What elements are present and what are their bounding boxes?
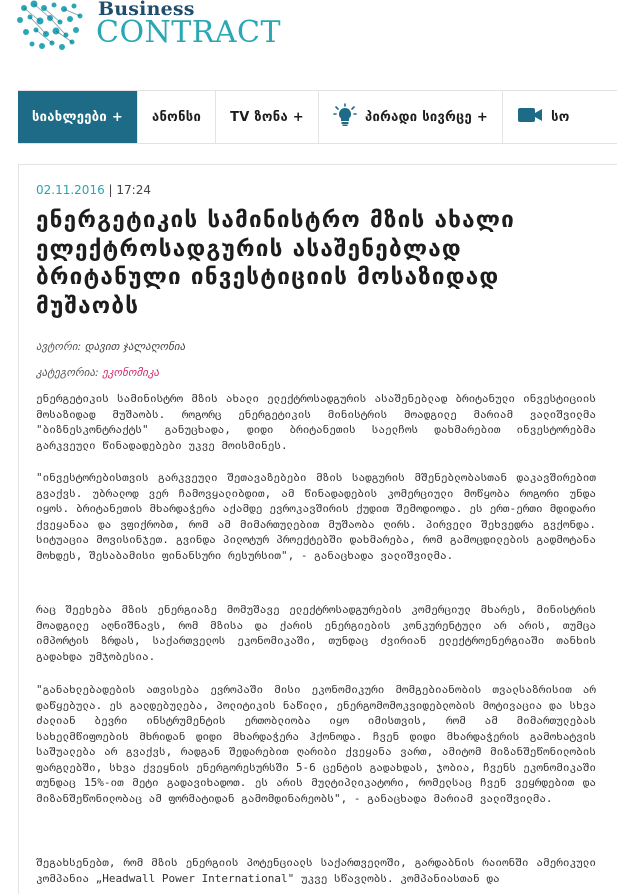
nav-item-label: TV ზონა + bbox=[230, 109, 304, 125]
nav-item-label: ანონსი bbox=[152, 109, 202, 125]
nav-item-label: სო bbox=[551, 109, 570, 125]
article-meta bbox=[36, 183, 151, 197]
article-paragraph: შეგახსენებთ, რომ მზის ენერგიის პოტენციალს საქართველოში, გარდაბნის რაიონში ამერიკული კომპანია „Headwall Power International" უკვე სწავლობს. კომპანიასთან და bbox=[36, 856, 596, 885]
logo-contract-text[interactable]: CONTRACT bbox=[96, 15, 282, 50]
lightbulb-icon bbox=[333, 103, 357, 131]
nav-item-announcements[interactable] bbox=[138, 91, 216, 143]
meta-separator: | bbox=[104, 183, 117, 197]
category-label: კატეგორია: bbox=[36, 366, 103, 379]
logo-business-text[interactable]: Business bbox=[98, 0, 195, 20]
article-paragraph: ენერგეტიკის სამინისტრო მზის ახალი ელექტროსადგურის ასაშენებლად ბრიტანული ინვესტიციის მოსაზიდად მუშაობს. როგორც ენერგეტიკის მინისტრის მოადგილე მარიამ ვალიშვილმა "ბიზნესკონტრაქტს" განუცხადა, დიდი ბრიტანეთის საელჩოს დახმარებით ინვესტორებმა გარკვეული წინადადებები უკვე მოისმინეს. bbox=[36, 392, 596, 452]
nav-item-personal-space[interactable] bbox=[319, 91, 503, 143]
article-category bbox=[36, 366, 159, 379]
author-label: ავტორი: bbox=[36, 340, 85, 353]
article-paragraph: "ინვესტორებისთვის გარკვეული შეთავაზებები მზის სადგურის მშენებლობასთან დაკავშირებით გვაქვს. უბრალოდ ვერ ჩამოვყალიბდით, ამ წინადადების კომერციული მოწყობა როგორი უნდა იყოს. ბრიტანეთის მხარდაჭერა აქამდე ევროკავშირის ქუდით შემოდიოდა. ეს ერთ-ერთი მდიდარი ქვეყანაა და ვფიქრობთ, რომ ამ მიმართულებით მუშაობა ღირს. პირველი შეხვედრა გვქონდა. სიტუაცია მოვისინჯეთ. გვინდა პილოტურ პროექტებში დახმარება, რომ გამოცდილების გადმოტანა მოხდეს, შესაბამისი ფინანსური რესურსით", - განაცხადა ვალიშვილმა. bbox=[36, 471, 596, 562]
main-nav bbox=[18, 90, 617, 144]
nav-item-label: პირადი სივრცე + bbox=[365, 109, 489, 125]
author-name-link[interactable]: დავით ჯალაღონია bbox=[84, 340, 186, 353]
nav-item-news[interactable] bbox=[18, 91, 138, 143]
video-camera-icon bbox=[517, 106, 543, 128]
nav-item-label: სიახლეები + bbox=[31, 109, 124, 125]
article-paragraph: "განახლებადების ათვისება ევროპაში მისი ეკონომიკური მომგებიანობის თვალსაზრისით არ დაწყებულა. ეს გალდებულება, პოლიტიკის ნაწილი, ენერგომომოკვიდებლობის მოტივაცია და სხვა ძალიან ბევრი ინსტრუმენტის ერთობლიობა იყო იმისთვის, რომ ამ მიმართულებას სახელმწიფოების მხრიდან დიდი მხარდაჭერა ჰქონოდა. ჩვენ დიდი მხარდაჭერის გამოხატვის საშუალება არ გვაქვს, რადგან შედარებით ღარიბი ქვეყანა ვართ, ამიტომ მიზანშეწონილობის ფარგლებში, სხვა ქვეყნის ენერგორესურსში 5-6 ცენტის გადახდას, ჯობია, ჩვენს ეკონომიკაში თუნდაც 15%-ით მეტი გადავიხადოთ. ეს არის მულტიპლიკატორი, რომელსაც ჩვენ ვეყრდებით და მიზანშეწონილობაც ამ ფორმატიდან გამომდინარეობს", - განაცხადა მარიამ ვალიშვილმა. bbox=[36, 683, 596, 805]
logo-dots-icon[interactable] bbox=[14, 0, 94, 58]
article-author bbox=[36, 340, 185, 353]
nav-item-video[interactable] bbox=[503, 91, 584, 143]
category-link[interactable]: ეკონომიკა bbox=[102, 366, 160, 379]
article-paragraph: რაც შეეხება მზის ენერგიაზე მომუშავე ელექტროსადგურების კომერციულ მხარეს, მინისტრის მოადგილე აღნიშნავს, რომ მზისა და ქარის ენერგიების კონკურენტული არ არის, თუმცა იმპორტის ზრდას, საქართველოს ეკონომიკაში, თუნდაც ძვირიან ელექტროენერგიაში თანხის გადახდა უმჯობესია. bbox=[36, 603, 596, 663]
article-title: ენერგეტიკის სამინისტრო მზის ახალი ელექტროსადგურის ასაშენებლად ბრიტანული ინვესტიციის მოსაზიდად მუშაობს bbox=[36, 207, 516, 319]
site-header bbox=[0, 0, 617, 88]
nav-item-tv-zone[interactable] bbox=[216, 91, 319, 143]
article-date: 02.11.2016 bbox=[36, 183, 105, 197]
article-time: 17:24 bbox=[116, 183, 151, 197]
